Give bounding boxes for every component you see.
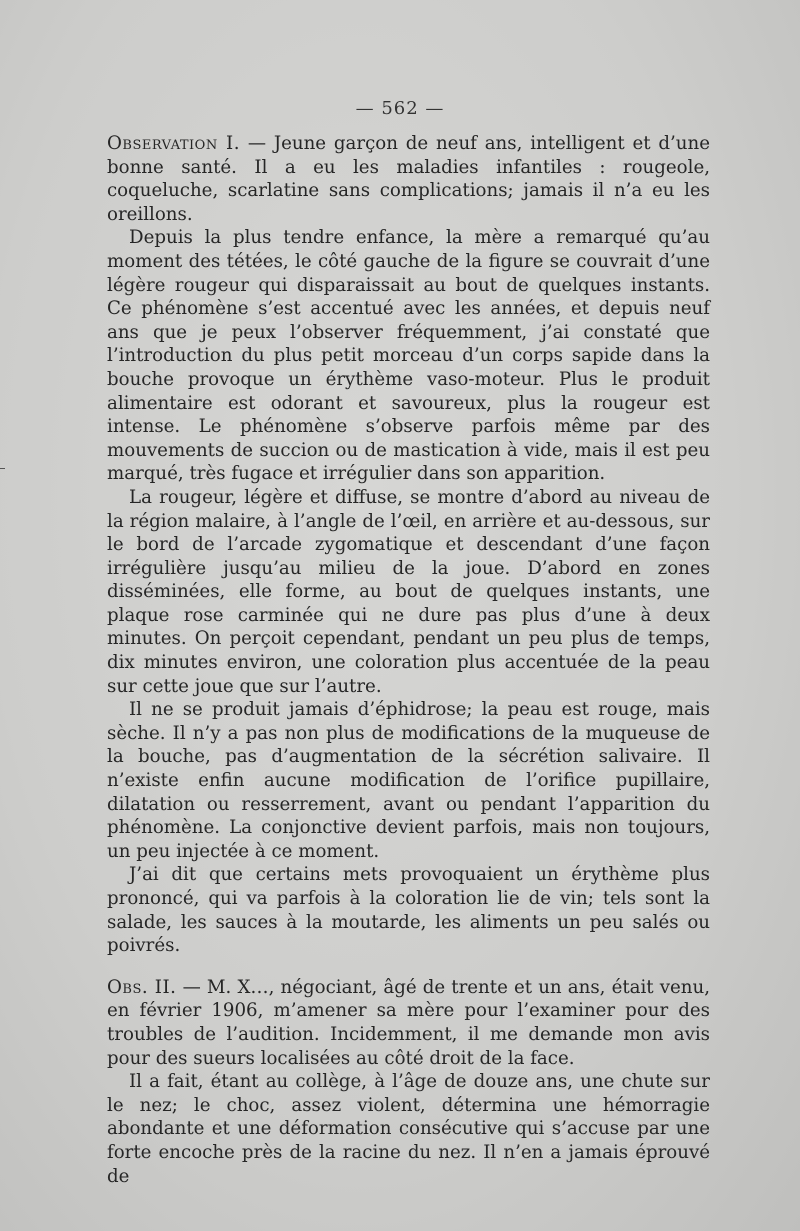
- observation-2-paragraph-2: Il a fait, étant au collège, à l’âge de douze ans, une chute sur le nez; le choc, assez violent, détermina une hémorragie abondante et une déformation consécutive qui s’accuse par une forte encoche près de la racine du nez. Il n’en a jamais éprouvé de: [107, 1071, 710, 1187]
- page-number: — 562 —: [355, 98, 445, 119]
- observation-1-paragraph-1: [107, 132, 710, 226]
- observation-1-paragraph-2: Depuis la plus tendre enfance, la mère a remarqué qu’au moment des tétées, le côté gauche de la figure se couvrait d’une légère rougeur qui disparaissait au bout de quelques instants. Ce phénomène s’est accentué avec les années, et depuis neuf ans que je peux l’observer fréquemment, j’ai constaté que l’introduction du plus petit morceau d’un corps sapide dans la bouche provoque un érythème vaso-moteur. Plus le produit alimentaire est odorant et savoureux, plus la rougeur est intense. Le phénomène s’observe parfois même par des mouvements de succion ou de mastication à vide, mais il est peu marqué, très fugace et irrégulier dans son apparition.: [107, 227, 710, 485]
- observation-2-heading: Obs. II.: [107, 976, 177, 998]
- observation-1-text-1: — Jeune garçon de neuf ans, intelligent et d’une bonne santé. Il a eu les maladies infantiles : rougeole, coqueluche, scarlatine sans complications; jamais il n’a eu les oreillons.: [107, 133, 710, 225]
- observation-1-heading: Observation I.: [107, 133, 240, 154]
- observation-1-paragraph-3: La rougeur, légère et diffuse, se montre d’abord au niveau de la région malaire, à l’angle de l’œil, en arrière et au-dessous, sur le bord de l’arcade zygomatique et descendant d’une façon irrégulière jusqu’au milieu de la joue. D’abord en zones disséminées, elle forme, au bout de quelques instants, une plaque rose carminée qui ne dure pas plus d’une à deux minutes. On perçoit cependant, pendant un peu plus de temps, dix minutes environ, une coloration plus accentuée de la peau sur cette joue que sur l’autre.: [107, 486, 710, 697]
- margin-mark: [0, 468, 5, 469]
- body-text: [107, 132, 710, 1188]
- observation-2-text-1: — M. X…, négociant, âgé de trente et un ans, était venu, en février 1906, m’amener sa mère pour l’examiner pour des troubles de l’audition. Incidemment, il me demande mon avis pour des sueurs localisées au côté droit de la face.: [107, 976, 710, 1069]
- observation-1-paragraph-5: J’ai dit que certains mets provoquaient un érythème plus prononcé, qui va parfois à la coloration lie de vin; tels sont la salade, les sauces à la moutarde, les aliments un peu salés ou poivrés.: [107, 864, 710, 957]
- observation-1-paragraph-4: Il ne se produit jamais d’éphidrose; la peau est rouge, mais sèche. Il n’y a pas non plus de modifications de la muqueuse de la bouche, pas d’augmentation de la sécrétion salivaire. Il n’existe enfin aucune modification de l’orifice pupillaire, dilatation ou resserrement, avant ou pendant l’apparition du phénomène. La conjonctive devient parfois, mais non toujours, un peu injectée à ce moment.: [107, 699, 710, 862]
- section-gap: [107, 958, 710, 976]
- observation-2-paragraph-1: [107, 976, 710, 1070]
